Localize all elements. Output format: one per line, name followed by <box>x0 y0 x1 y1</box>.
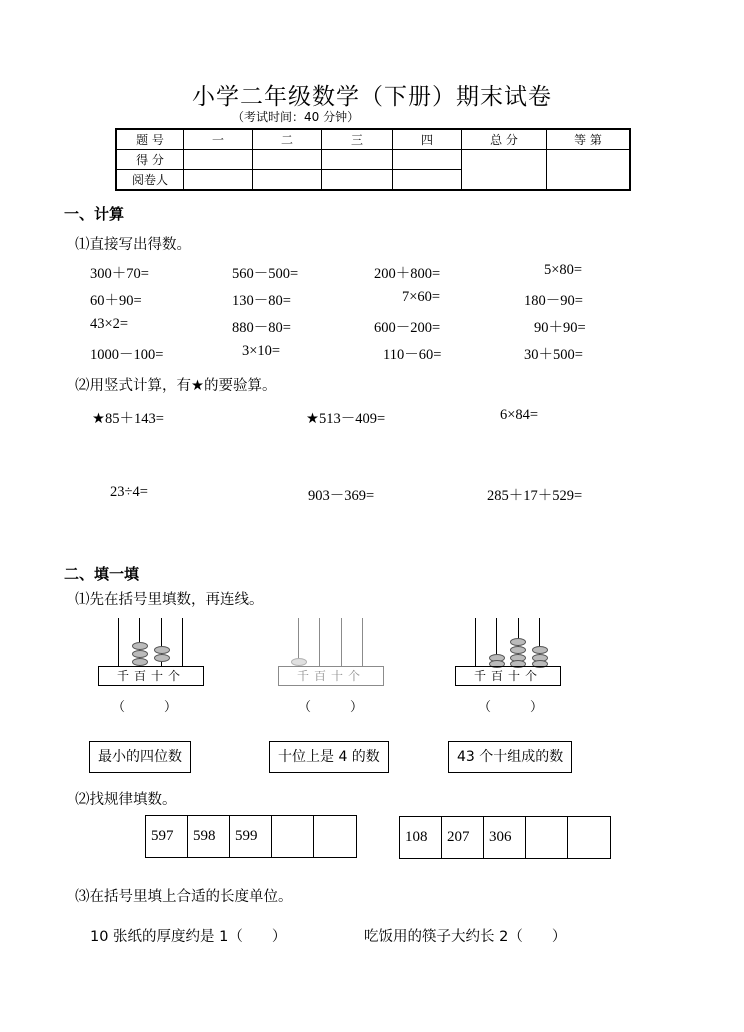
grader-cell[interactable] <box>322 170 393 191</box>
grader-cell[interactable] <box>184 170 253 191</box>
score-header-cell: 一 <box>184 129 253 150</box>
score-cell[interactable] <box>393 150 462 170</box>
grader-cell[interactable] <box>393 170 462 191</box>
sequence-blank[interactable] <box>314 816 356 857</box>
score-cell[interactable] <box>253 150 322 170</box>
score-header-cell: 三 <box>322 129 393 150</box>
sequence-cell: 306 <box>484 817 526 858</box>
score-table <box>115 128 631 191</box>
score-header-cell: 题 号 <box>116 129 184 150</box>
score-row-label: 阅卷人 <box>116 170 184 191</box>
vertical-calc-item: 6×84= <box>500 407 539 423</box>
sequence-blank[interactable] <box>526 817 568 858</box>
calc-item: 5×80= <box>544 262 583 278</box>
calc-item: 110－60= <box>383 347 442 363</box>
abacus-figure <box>455 618 565 688</box>
answer-blank[interactable]: （ ） <box>298 700 364 715</box>
calc-item: 60＋90= <box>90 293 142 309</box>
question-prompt: ⑶在括号里填上合适的长度单位。 <box>75 889 293 905</box>
score-header-cell: 等 第 <box>547 129 631 150</box>
score-cell[interactable] <box>322 150 393 170</box>
vertical-calc-item: ★513－409= <box>306 411 386 427</box>
question-prompt: ⑵用竖式计算，有★的要验算。 <box>75 378 277 394</box>
sequence-cell: 599 <box>230 816 272 857</box>
score-row-label: 得 分 <box>116 150 184 170</box>
calc-item: 880－80= <box>232 320 291 336</box>
calc-item: 600－200= <box>374 320 441 336</box>
vertical-calc-item: 285＋17＋529= <box>487 488 583 504</box>
length-unit-item[interactable]: 吃饭用的筷子大约长 2（ ） <box>364 929 567 945</box>
calc-item: 200＋800= <box>374 266 441 282</box>
answer-blank[interactable]: （ ） <box>478 700 544 715</box>
calc-item: 180－90= <box>524 293 583 309</box>
exam-time: （考试时间：40 分钟） <box>232 110 360 124</box>
calc-item: 7×60= <box>402 289 441 305</box>
length-unit-item[interactable]: 10 张纸的厚度约是 1（ ） <box>90 929 287 945</box>
abacus-place-labels: 千百十个 <box>455 666 561 686</box>
score-header-cell: 总 分 <box>462 129 547 150</box>
match-option[interactable]: 最小的四位数 <box>89 741 191 773</box>
grader-cell[interactable] <box>253 170 322 191</box>
calc-item: 300＋70= <box>90 266 149 282</box>
number-sequence <box>145 815 357 858</box>
total-score-cell[interactable] <box>462 150 547 191</box>
section-heading: 二、填一填 <box>64 565 140 583</box>
section-heading: 一、计算 <box>64 205 125 223</box>
calc-item: 560－500= <box>232 266 299 282</box>
vertical-calc-item: ★85＋143= <box>92 411 164 427</box>
calc-item: 43×2= <box>90 316 129 332</box>
calc-item: 1000－100= <box>90 347 164 363</box>
page-title: 小学二年级数学（下册）期末试卷 <box>192 84 552 110</box>
sequence-cell: 598 <box>188 816 230 857</box>
calc-item: 130－80= <box>232 293 291 309</box>
answer-blank[interactable]: （ ） <box>112 700 178 715</box>
calc-item: 30＋500= <box>524 347 583 363</box>
score-header-cell: 二 <box>253 129 322 150</box>
question-prompt: ⑴先在括号里填数，再连线。 <box>75 592 264 608</box>
question-prompt: ⑴直接写出得数。 <box>75 237 191 253</box>
sequence-blank[interactable] <box>568 817 610 858</box>
abacus-place-labels: 千百十个 <box>98 666 204 686</box>
sequence-blank[interactable] <box>272 816 314 857</box>
grade-cell[interactable] <box>547 150 631 191</box>
vertical-calc-item: 23÷4= <box>110 484 148 500</box>
calc-item: 90＋90= <box>534 320 586 336</box>
score-cell[interactable] <box>184 150 253 170</box>
match-option[interactable]: 43 个十组成的数 <box>448 741 572 773</box>
abacus-place-labels: 千百十个 <box>278 666 384 686</box>
score-header-cell: 四 <box>393 129 462 150</box>
abacus-figure <box>98 618 208 688</box>
calc-item: 3×10= <box>242 343 281 359</box>
abacus-figure <box>278 618 388 688</box>
question-prompt: ⑵找规律填数。 <box>75 792 177 808</box>
sequence-cell: 597 <box>146 816 188 857</box>
sequence-cell: 207 <box>442 817 484 858</box>
vertical-calc-item: 903－369= <box>308 488 375 504</box>
sequence-cell: 108 <box>400 817 442 858</box>
number-sequence <box>399 816 611 859</box>
match-option[interactable]: 十位上是 4 的数 <box>269 741 389 773</box>
